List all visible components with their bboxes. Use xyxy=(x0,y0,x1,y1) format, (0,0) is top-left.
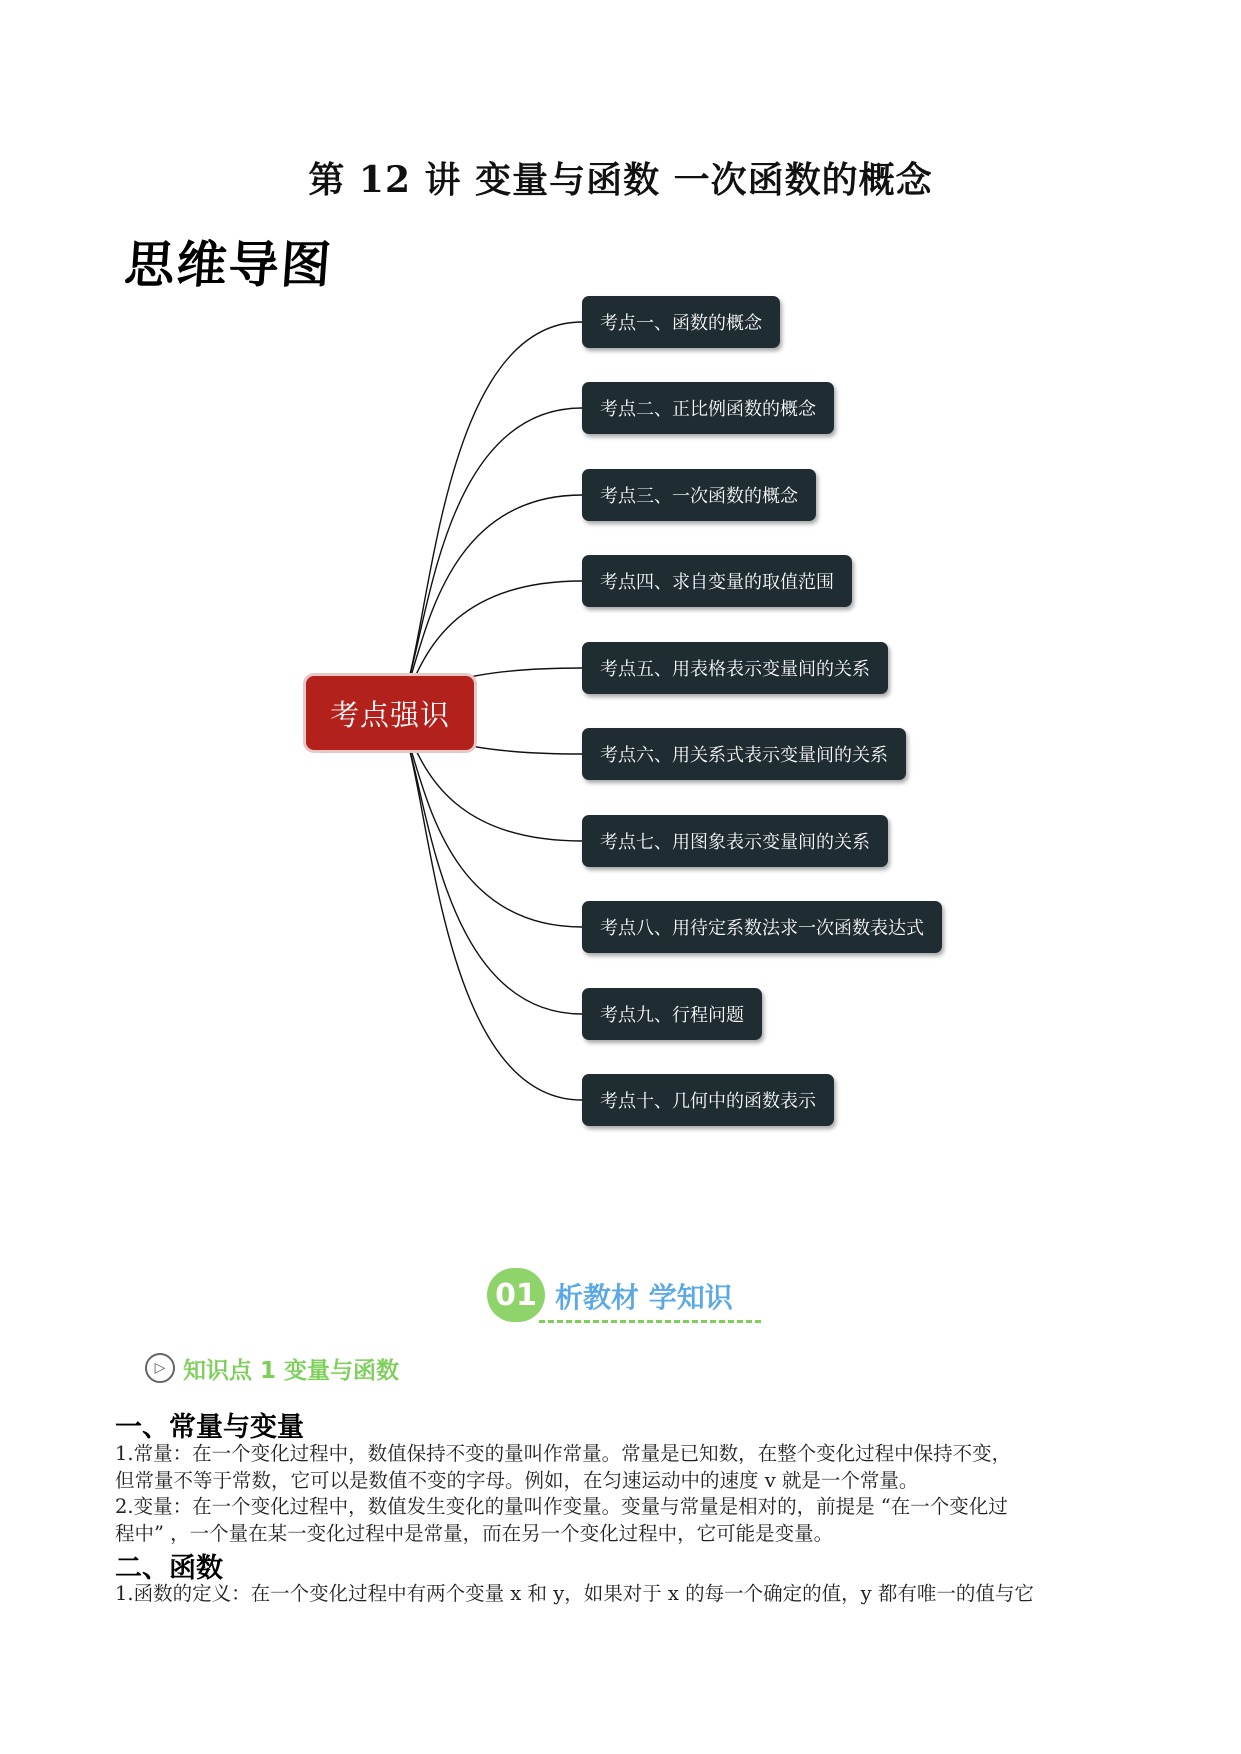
section-heading-constants-variables: 一、常量与变量 xyxy=(115,1412,304,1443)
section-underline xyxy=(539,1320,761,1323)
mindmap-node-1[interactable]: 考点一、函数的概念 xyxy=(582,296,780,348)
knowledge-point-label: 知识点 1 变量与函数 xyxy=(183,1357,400,1384)
mindmap-node-9[interactable]: 考点九、行程问题 xyxy=(582,988,762,1040)
mindmap-link-9 xyxy=(390,713,582,1014)
paragraph-line: 2.变量：在一个变化过程中，数值发生变化的量叫作变量。变量与常量是相对的，前提是 “在一个变化过 xyxy=(115,1495,1008,1518)
paragraph-line: 1.常量：在一个变化过程中，数值保持不变的量叫作常量。常量是已知数，在整个变化过程中保持不变， xyxy=(115,1442,1012,1465)
mindmap-node-5[interactable]: 考点五、用表格表示变量间的关系 xyxy=(582,642,888,694)
mindmap-link-2 xyxy=(390,408,582,713)
paragraph-variable xyxy=(115,1493,1135,1547)
arrow-circle-icon: ▷ xyxy=(145,1353,175,1383)
mindmap-node-3[interactable]: 考点三、一次函数的概念 xyxy=(582,469,816,521)
mindmap-node-4[interactable]: 考点四、求自变量的取值范围 xyxy=(582,555,852,607)
paragraph-function-definition xyxy=(115,1580,1135,1607)
mindmap-node-7[interactable]: 考点七、用图象表示变量间的关系 xyxy=(582,815,888,867)
section-banner xyxy=(487,1268,767,1330)
mindmap-node-10[interactable]: 考点十、几何中的函数表示 xyxy=(582,1074,834,1126)
central-node[interactable]: 考点强识 xyxy=(306,676,474,750)
section-number-badge: 01 xyxy=(487,1268,545,1322)
mindmap-link-1 xyxy=(390,322,582,713)
section-title: 析教材 学知识 xyxy=(555,1281,733,1314)
mindmap-node-6[interactable]: 考点六、用关系式表示变量间的关系 xyxy=(582,728,906,780)
section-heading-function: 二、函数 xyxy=(115,1553,223,1584)
paragraph-constant xyxy=(115,1440,1135,1494)
mindmap-node-8[interactable]: 考点八、用待定系数法求一次函数表达式 xyxy=(582,901,942,953)
paragraph-line: 1.函数的定义：在一个变化过程中有两个变量 x 和 y，如果对于 x 的每一个确定的值，y 都有唯一的值与它 xyxy=(115,1582,1034,1605)
mindmap-node-2[interactable]: 考点二、正比例函数的概念 xyxy=(582,382,834,434)
paragraph-line: 但常量不等于常数，它可以是数值不变的字母。例如，在匀速运动中的速度 v 就是一个常量。 xyxy=(115,1469,919,1492)
page-title: 第 12 讲 变量与函数 一次函数的概念 xyxy=(308,159,933,201)
knowledge-point-heading xyxy=(145,1350,399,1386)
mindmap-heading: 思维导图 xyxy=(122,236,335,294)
mindmap-link-10 xyxy=(390,713,582,1100)
paragraph-line: 程中” ，一个量在某一变化过程中是常量，而在另一个变化过程中，它可能是变量。 xyxy=(115,1522,834,1545)
